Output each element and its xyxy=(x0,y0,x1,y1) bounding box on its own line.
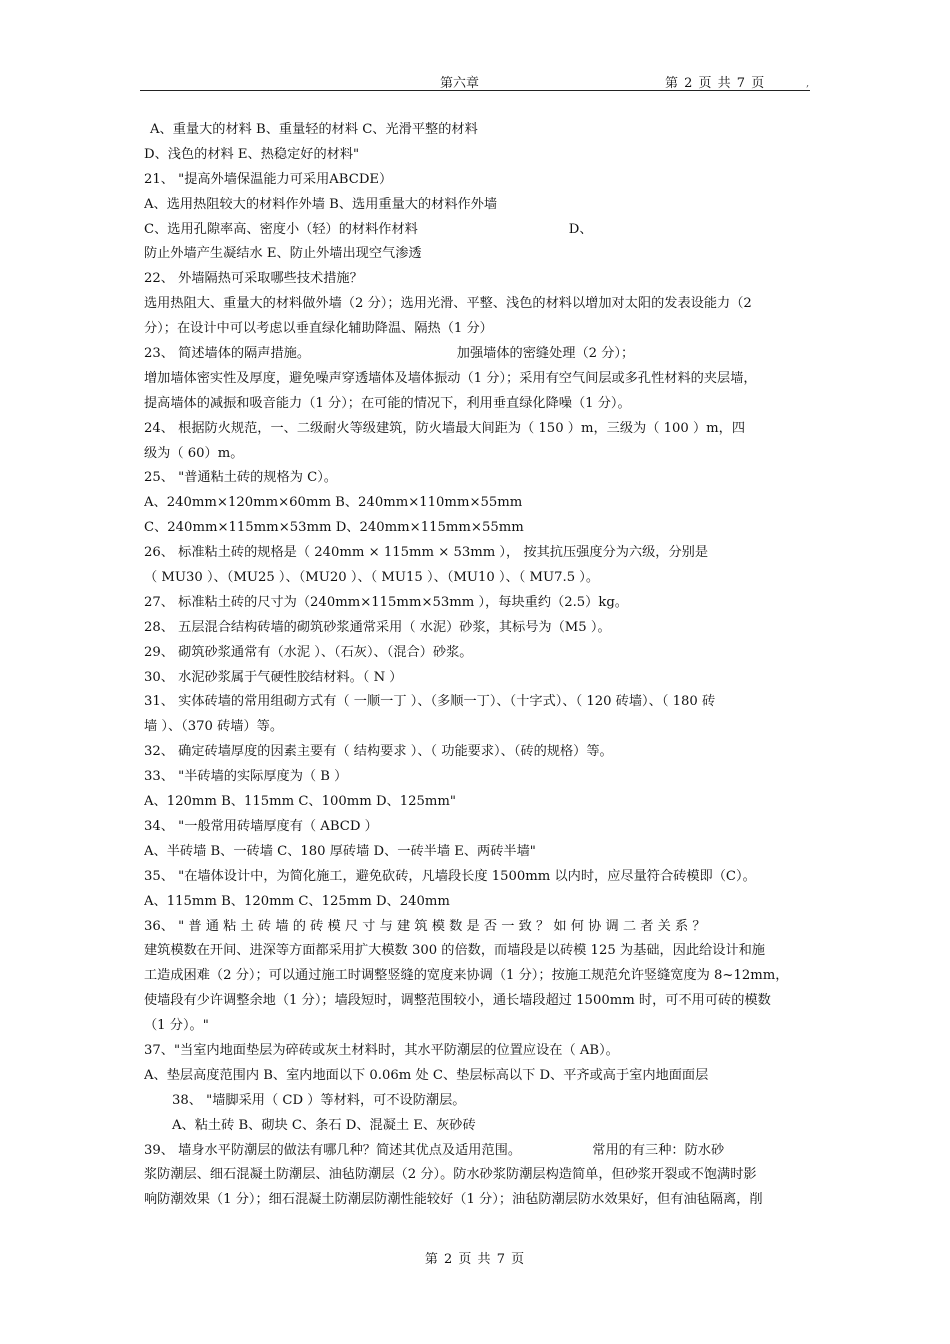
text-line: 36、 " 普 通 粘 土 砖 墙 的 砖 模 尺 寸 与 建 筑 模 数 是 否 一 致 ？ 如 何 协 调 二 者 关 系 ？ xyxy=(144,918,706,934)
text-line: 29、 砌筑砂浆通常有（水泥 ）、（石灰）、（混合）砂浆。 xyxy=(144,644,473,660)
text-line: A、粘土砖 B、砌块 C、条石 D、混凝土 E、灰砂砖 xyxy=(172,1117,476,1133)
text-line: 使墙段有少许调整余地（1 分）；墙段短时，调整范围较小，通长墙段超过 1500mm 时，可不用可砖的模数 xyxy=(144,993,771,1009)
text-line: 38、 "墙脚采用（ CD ）等材料，可不设防潮层。 xyxy=(172,1092,466,1108)
text-line: （ MU30 ）、（MU25 ）、（MU20 ）、（ MU15 ）、（MU10 ）、（ MU7.5 ）。 xyxy=(144,570,600,586)
text-line: 22、 外墙隔热可采取哪些技术措施？ xyxy=(144,271,363,287)
text-line: 32、 确定砖墙厚度的因素主要有（ 结构要求 ）、（ 功能要求）、（砖的规格）等。 xyxy=(144,744,613,760)
text-line: A、115mm B、120mm C、125mm D、240mm xyxy=(144,893,450,909)
text-line: A、选用热阻较大的材料作外墙 B、选用重量大的材料作外墙 xyxy=(144,196,498,212)
text-line: 25、 "普通粘土砖的规格为 C）。 xyxy=(144,470,337,486)
text-line: 浆防潮层、细石混凝土防潮层、油毡防潮层（2 分）。防水砂浆防潮层构造简单，但砂浆开裂或不饱满时影 xyxy=(144,1167,757,1183)
page-footer: 第 2 页 共 7 页 xyxy=(424,1252,526,1267)
text-line: 33、 "半砖墙的实际厚度为（ B ） xyxy=(144,769,348,785)
text-line: A、240mm×120mm×60mm B、240mm×110mm×55mm xyxy=(144,495,523,511)
text-line: 37、"当室内地面垫层为碎砖或灰土材料时，其水平防潮层的位置应设在（ AB）。 xyxy=(144,1042,619,1058)
text-line: 增加墙体密实性及厚度，避免噪声穿透墙体及墙体振动（1 分）；采用有空气间层或多孔性材料的夹层墙， xyxy=(144,370,757,386)
text-line: 23、 简述墙体的隔声措施。 加强墙体的密缝处理（2 分）； xyxy=(144,346,635,362)
text-line: 建筑模数在开间、进深等方面都采用扩大模数 300 的倍数，而墙段是以砖模 125 为基础，因此给设计和施 xyxy=(144,943,765,959)
text-line: 分）；在设计中可以考虑以垂直绿化辅助降温、隔热（1 分） xyxy=(144,321,493,337)
text-line: 31、 实体砖墙的常用组砌方式有（ 一顺一丁 ）、（多顺一丁）、（十字式）、（ 120 砖墙）、（ 180 砖 xyxy=(144,694,716,710)
text-line: A、半砖墙 B、一砖墙 C、180 厚砖墙 D、一砖半墙 E、两砖半墙" xyxy=(144,843,536,859)
text-line: A、120mm B、115mm C、100mm D、125mm" xyxy=(144,794,456,810)
text-line: 响防潮效果（1 分）；细石混凝土防潮层防潮性能较好（1 分）；油毡防潮层防水效果好，但有油毡隔离，削 xyxy=(144,1192,763,1208)
text-line: D、浅色的材料 E、热稳定好的材料" xyxy=(144,146,360,162)
text-line: 26、 标准粘土砖的规格是（ 240mm × 115mm × 53mm ）， 按其抗压强度分为六级，分别是 xyxy=(144,545,709,561)
text-line: 35、 "在墙体设计中，为简化施工，避免砍砖，凡墙段长度 1500mm 以内时，应尽量符合砖模即（C）。 xyxy=(144,868,756,884)
text-line: 24、 根据防火规范，一、二级耐火等级建筑，防火墙最大间距为（ 150 ）m，三级为（ 100 ）m，四 xyxy=(144,420,746,436)
chapter-title: 第六章 xyxy=(440,76,480,91)
text-line: 34、 "一般常用砖墙厚度有（ ABCD ） xyxy=(144,818,378,834)
header-page-number: 第 2 页 共 7 页 xyxy=(665,76,766,91)
text-line: 30、 水泥砂浆属于气硬性胶结材料。（ N ） xyxy=(144,669,403,685)
text-line: 27、 标准粘土砖的尺寸为（240mm×115mm×53mm ），每块重约（2.5）kg。 xyxy=(144,594,628,610)
text-line: 选用热阻大、重量大的材料做外墙（2 分）；选用光滑、平整、浅色的材料以增加对太阳的发表设能力（2 xyxy=(144,296,752,312)
text-line: 提高墙体的减振和吸音能力（1 分）；在可能的情况下，利用垂直绿化降噪（1 分）。 xyxy=(144,395,631,411)
text-line: 级为（ 60）m。 xyxy=(144,445,244,461)
text-line: 墙 ）、（370 砖墙）等。 xyxy=(144,719,284,735)
text-line: 防止外墙产生凝结水 E、防止外墙出现空气渗透 xyxy=(144,246,422,262)
header-divider xyxy=(140,90,810,91)
text-line: C、240mm×115mm×53mm D、240mm×115mm×55mm xyxy=(144,520,524,536)
text-line: （1 分）。" xyxy=(144,1018,209,1034)
document-body xyxy=(144,118,808,1213)
text-line: 39、 墙身水平防潮层的做法有哪几种？简述其优点及适用范围。 常用的有三种：防水砂 xyxy=(144,1142,725,1158)
header-mark: , xyxy=(806,78,810,89)
page-header xyxy=(140,70,810,92)
text-line: 工造成困难（2 分）；可以通过施工时调整竖缝的宽度来协调（1 分）；按施工规范允许竖缝宽度为 8~12mm， xyxy=(144,968,789,984)
text-line: 21、 "提高外墙保温能力可采用ABCDE） xyxy=(144,171,393,187)
text-line: A、垫层高度范围内 B、室内地面以下 0.06m 处 C、垫层标高以下 D、平齐或高于室内地面面层 xyxy=(144,1067,709,1083)
text-line: C、选用孔隙率高、密度小（轻）的材料作材料 D、 xyxy=(144,221,593,237)
text-line: A、重量大的材料 B、重量轻的材料 C、光滑平整的材料 xyxy=(150,122,478,137)
text-line: 28、 五层混合结构砖墙的砌筑砂浆通常采用（ 水泥）砂浆，其标号为（M5 ）。 xyxy=(144,619,611,635)
